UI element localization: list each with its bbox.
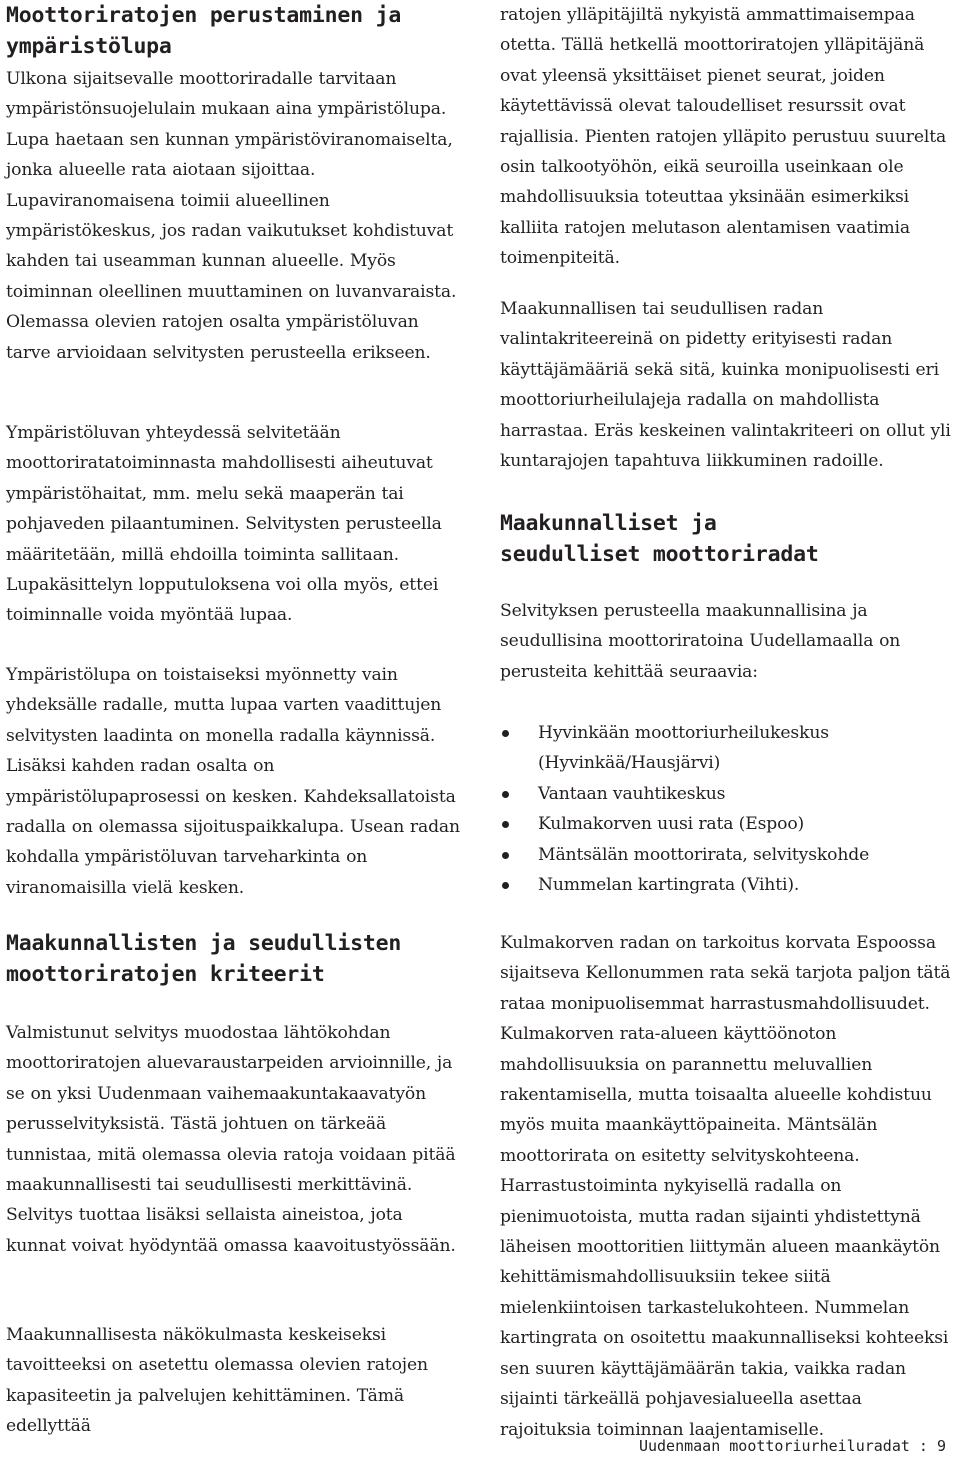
paragraph: Maakunnallisen tai seudullisen radan valintakriteereinä on pidetty erityisesti radan käyttäjämääriä sekä sitä, kuinka monipuolisesti eri moottoriurheilulajeja radalla on mahdollista harrastaa. Eräs keskeinen valintakriteeri on ollut yli kuntarajojen tapahtuva liikkuminen radoille. [500, 299, 951, 472]
track-list [500, 718, 958, 900]
paragraph: Valmistunut selvitys muodostaa lähtökohdan moottoriratojen aluevaraustarpeiden arvioinnille, ja se on yksi Uudenmaan vaihemaakuntakaavatyön perusselvityksistä. Tästä johtuen on tärkeää tunnistaa, mitä olemassa olevia ratoja voidaan pitää maakunnallisesti tai seudullisesti merkittävinä. Selvitys tuottaa lisäksi sellaista aineistoa, jota kunnat voivat hyödyntää omassa kaavoitustyössään. [6, 1023, 456, 1256]
paragraph: Ympäristölupa on toistaiseksi myönnetty vain yhdeksälle radalle, mutta lupaa varten vaadittujen selvitysten laadinta on monella radalla käynnissä. Lisäksi kahden radan osalta on ympäristölupaprosessi on kesken. Kahdeksallatoista radalla on olemassa sijoituspaikkalupa. Usean radan kohdalla ympäristöluvan tarveharkinta on viranomaisilla vielä kesken. [6, 665, 460, 898]
list-item [500, 809, 958, 839]
bullet-icon [502, 821, 509, 828]
list-item-text: Kulmakorven uusi rata (Espoo) [538, 814, 805, 835]
list-item-text: Nummelan kartingrata (Vihti). [538, 875, 800, 896]
paragraph: Kulmakorven radan on tarkoitus korvata Espoossa sijaitseva Kellonummen rata sekä tarjota paljon tätä rataa monipuolisemmat harrastusmahdollisuudet. Kulmakorven rata-alueen käyttöönoton mahdollisuuksia on parannettu meluvallien rakentamisella, mutta toisaalta alueelle kohdistuu myös muita maankäyttöpaineita. Mäntsälän moottorirata on esitetty selvityskohteena. Harrastustoiminta nykyisellä radalla on pienimuotoista, mutta radan sijainti yhdistettynä läheisen moottoritien liittymän alueen maankäytön kehittämismahdollisuuksiin tekee siitä mielenkiintoisen tarkastelukohteen. Nummelan kartingrata on osoitettu maakunnalliseksi kohteeksi sen suuren käyttäjämäärän takia, vaikka radan sijainti tärkeällä pohjavesialueella asettaa rajoituksia toiminnan laajentamiselle. [500, 933, 951, 1440]
list-item [500, 840, 958, 870]
paragraph: Ulkona sijaitsevalle moottoriradalle tarvitaan ympäristönsuojelulain mukaan aina ympäristölupa. Lupa haetaan sen kunnan ympäristöviranomaiselta, jonka alueelle rata aiotaan sijoittaa. Lupaviranomaisena toimii alueellinen ympäristökeskus, jos radan vaikutukset kohdistuvat kahden tai useamman kunnan alueelle. Myös toiminnan oleellinen muuttaminen on luvanvaraista. Olemassa olevien ratojen osalta ympäristöluvan tarve arvioidaan selvitysten perusteella erikseen. [6, 69, 457, 363]
page-footer: Uudenmaan moottoriurheiluradat : 9 [638, 1437, 946, 1455]
list-item [500, 870, 958, 900]
paragraph: Selvityksen perusteella maakunnallisina ja seudullisina moottoriratoina Uudellamaalla on perusteita kehittää seuraavia: [500, 601, 901, 682]
bullet-icon [502, 852, 509, 859]
bullet-icon [502, 791, 509, 798]
bullet-icon [502, 882, 509, 889]
paragraph: Ympäristöluvan yhteydessä selvitetään moottoriratatoiminnasta mahdollisesti aiheutuvat ympäristöhaitat, mm. melu sekä maaperän tai pohjaveden pilaantuminen. Selvitysten perusteella määritetään, millä ehdoilla toiminta sallitaan. Lupakäsittelyn lopputuloksena voi olla myös, ettei toiminnalle voida myöntää lupaa. [6, 423, 442, 626]
heading-environmental-permit: Moottoriratojen perustaminen ja ympäristölupa [6, 3, 402, 59]
list-item-text: Mäntsälän moottorirata, selvityskohde [538, 844, 870, 865]
heading-criteria: Maakunnallisten ja seudullisten moottoriratojen kriteerit [6, 931, 402, 987]
paragraph: ratojen ylläpitäjiltä nykyistä ammattimaisempaa otetta. Tällä hetkellä moottoriratojen ylläpitäjänä ovat yleensä yksittäiset pienet seurat, joiden käytettävissä olevat taloudelliset resurssit ovat rajallisia. Pienten ratojen ylläpito perustuu suurelta osin talkootyöhön, eikä seuroilla useinkaan ole mahdollisuuksia toteuttaa yksinään esimerkiksi kalliita ratojen melutason alentamisen vaatimia toimenpiteitä. [500, 5, 947, 269]
heading-regional-tracks: Maakunnalliset ja seudulliset moottoriradat [500, 511, 819, 567]
list-item-text: Vantaan vauhtikeskus [538, 783, 726, 804]
list-item [500, 779, 958, 809]
paragraph: Maakunnallisesta näkökulmasta keskeiseksi tavoitteeksi on asetettu olemassa olevien ratojen kapasiteetin ja palvelujen kehittäminen. Tämä edellyttää [6, 1325, 428, 1437]
bullet-icon [502, 730, 509, 737]
list-item-text: Hyvinkään moottoriurheilukeskus (Hyvinkää/Hausjärvi) [538, 723, 829, 774]
list-item [500, 718, 958, 779]
